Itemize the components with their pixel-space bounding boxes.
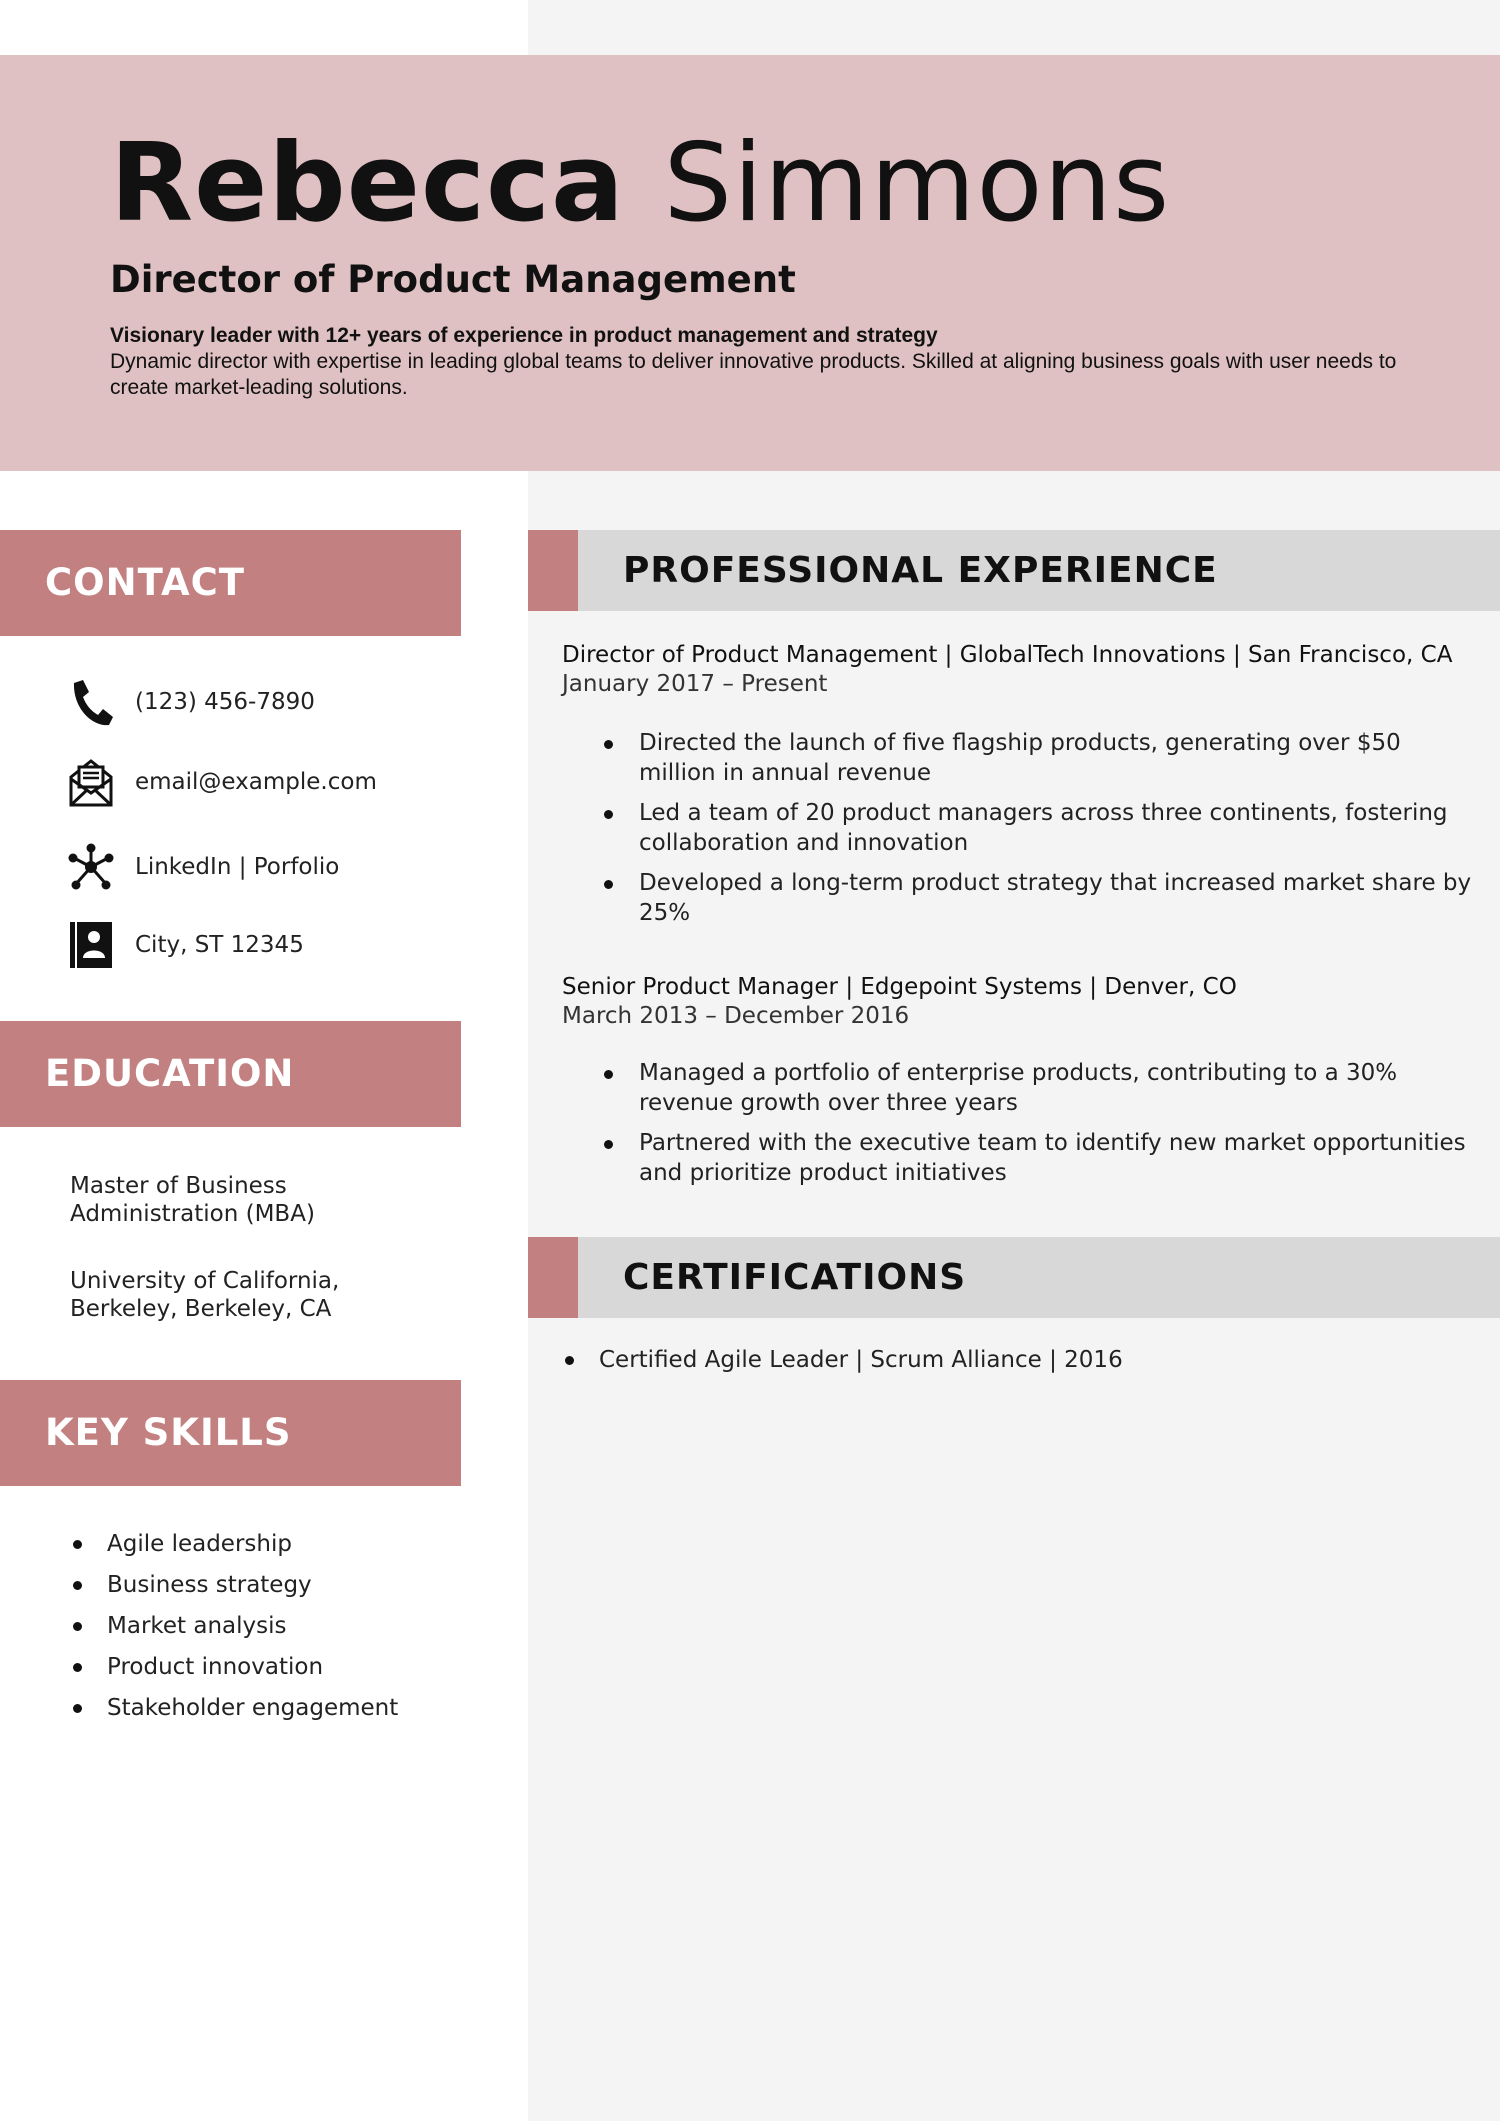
- list-item: Certified Agile Leader | Scrum Alliance | 2016: [562, 1343, 1462, 1377]
- contact-heading: CONTACT: [45, 561, 245, 604]
- list-item: Product innovation: [70, 1650, 398, 1691]
- section-accent: [528, 530, 578, 611]
- job-header: Senior Product Manager | Edgepoint Systems | Denver, CO: [562, 974, 1237, 1000]
- phone-number: (123) 456-7890: [135, 689, 315, 715]
- contact-card-icon: [68, 920, 114, 970]
- job-title: Director of Product Management: [110, 258, 796, 301]
- job-bullets: [600, 1058, 1480, 1198]
- address: City, ST 12345: [135, 932, 304, 958]
- phone-icon: [68, 677, 114, 727]
- list-item: Led a team of 20 product managers across three continents, fostering collaboration and innovation: [600, 798, 1480, 858]
- list-item: Business strategy: [70, 1568, 398, 1609]
- list-item: Directed the launch of five flagship products, generating over $50 million in annual revenue: [600, 728, 1480, 788]
- candidate-name: [110, 122, 1170, 246]
- list-item: Managed a portfolio of enterprise products, contributing to a 30% revenue growth over three years: [600, 1058, 1480, 1118]
- skills-section-header: [0, 1380, 461, 1486]
- list-item: Partnered with the executive team to identify new market opportunities and prioritize product initiatives: [600, 1128, 1480, 1188]
- linkedin-portfolio-link[interactable]: LinkedIn | Porfolio: [135, 854, 340, 880]
- contact-address: [68, 920, 468, 970]
- skills-heading: KEY SKILLS: [45, 1411, 292, 1454]
- contact-links: [68, 842, 468, 892]
- school: University of California, Berkeley, Berkeley, CA: [70, 1268, 340, 1322]
- degree: Master of Business Administration (MBA): [70, 1173, 315, 1227]
- education-heading: EDUCATION: [45, 1052, 295, 1095]
- job-dates: January 2017 – Present: [562, 671, 828, 697]
- skills-list: [70, 1527, 398, 1732]
- certifications-heading: CERTIFICATIONS: [623, 1257, 967, 1298]
- list-item: Market analysis: [70, 1609, 398, 1650]
- summary-headline: Visionary leader with 12+ years of experience in product management and strategy: [110, 324, 938, 347]
- summary-text: Dynamic director with expertise in leading global teams to deliver innovative products. Skilled at aligning business goals with user needs to create market-leading solutions.: [110, 350, 1397, 399]
- section-accent: [528, 1237, 578, 1318]
- contact-section-header: [0, 530, 461, 636]
- last-name: Simmons: [663, 121, 1171, 246]
- certifications-section-header: [528, 1237, 1500, 1318]
- list-item: Agile leadership: [70, 1527, 398, 1568]
- email-icon: [68, 757, 114, 807]
- contact-email: [68, 757, 468, 807]
- job-header: Director of Product Management | GlobalTech Innovations | San Francisco, CA: [562, 642, 1453, 668]
- certifications-list: [562, 1343, 1462, 1377]
- network-icon: [68, 842, 114, 892]
- experience-heading: PROFESSIONAL EXPERIENCE: [623, 550, 1218, 591]
- first-name: Rebecca: [110, 121, 625, 246]
- education-section-header: [0, 1021, 461, 1127]
- job-bullets: [600, 728, 1480, 938]
- list-item: Stakeholder engagement: [70, 1691, 398, 1732]
- job-dates: March 2013 – December 2016: [562, 1003, 910, 1029]
- experience-section-header: [528, 530, 1500, 611]
- email-address[interactable]: email@example.com: [135, 769, 377, 795]
- contact-phone: [68, 677, 468, 727]
- list-item: Developed a long-term product strategy that increased market share by 25%: [600, 868, 1480, 928]
